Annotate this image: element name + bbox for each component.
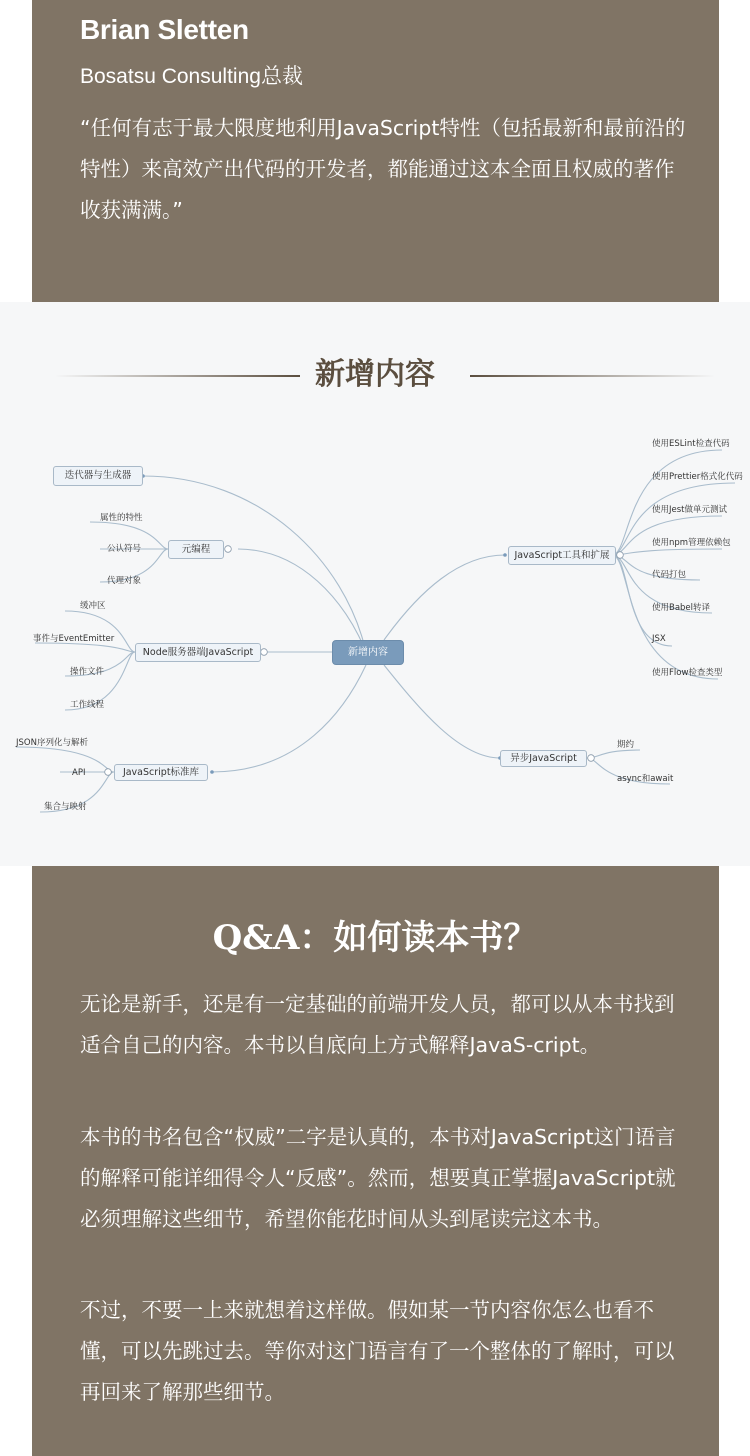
leaf-babel: 使用Babel转译 (652, 603, 711, 613)
qa-title: Q&A：如何读本书？ (212, 918, 538, 958)
mindmap-center-node[interactable]: 新增内容 (332, 640, 404, 665)
testimonial-quote: “任何有志于最大限度地利用JavaScript特性（包括最新和最前沿的特性）来高效产出代码的开发者，都能通过这本全面且权威的著作收获满满。” (80, 116, 686, 222)
leaf-flow: 使用Flow检查类型 (652, 668, 723, 678)
leaf-files: 操作文件 (70, 667, 105, 677)
leaf-promises: 期约 (617, 740, 635, 750)
qa-paragraph-3: 不过，不要一上来就想着这样做。假如某一节内容你怎么也看不懂，可以先跳过去。等你对这门语言有了一个整体的了解时，可以再回来了解那些细节。 (80, 1298, 675, 1404)
leaf-json: JSON序列化与解析 (16, 738, 88, 748)
node-metaprogramming[interactable]: 元编程 (168, 540, 224, 559)
connector-tools (384, 555, 505, 640)
node-iterators[interactable]: 迭代器与生成器 (53, 466, 143, 486)
qa-paragraph-1: 无论是新手，还是有一定基础的前端开发人员，都可以从本书找到适合自己的内容。本书以自底向上方式解释JavaS-cript。 (80, 992, 675, 1057)
leaf-bundling: 代码打包 (652, 570, 687, 580)
leaf-proxy-objects: 代理对象 (107, 576, 142, 586)
leaf-buffers: 缓冲区 (80, 601, 106, 611)
node-standard-library[interactable]: JavaScript标准库 (114, 764, 208, 781)
collapse-toggle-meta (225, 546, 232, 553)
leaf-well-known-symbols: 公认符号 (107, 544, 142, 554)
author-title: Bosatsu Consulting总裁 (80, 65, 303, 88)
leaf-events: 事件与EventEmitter (33, 634, 115, 644)
connector-async (384, 665, 500, 758)
leaf-jest: 使用Jest做单元测试 (652, 505, 727, 515)
collapse-toggle-tools (617, 552, 624, 559)
leaf-worker-threads: 工作线程 (70, 700, 105, 710)
collapse-toggle-async (588, 755, 595, 762)
node-async-javascript[interactable]: 异步JavaScript (500, 750, 587, 767)
leaf-prettier: 使用Prettier格式化代码 (652, 472, 743, 482)
leaf-async-await: async和await (617, 774, 674, 784)
qa-paragraph-2: 本书的书名包含“权威”二字是认真的，本书对JavaScript这门语言的解释可能详细得令人“反感”。然而，想要真正掌握JavaScript就必须理解这些细节，希望你能花时间从头到尾读完这本书。 (80, 1125, 676, 1231)
collapse-toggle-node (261, 649, 268, 656)
leaf-sets-maps: 集合与映射 (44, 802, 87, 812)
leaf-npm: 使用npm管理依赖包 (652, 538, 731, 548)
author-name: Brian Sletten (80, 14, 249, 45)
node-server-javascript[interactable]: Node服务器端JavaScript (135, 643, 261, 662)
connector-iterators (143, 476, 366, 652)
leaf-api: API (72, 768, 86, 778)
leaf-jsx: JSX (652, 634, 666, 644)
leaf-property-attributes: 属性的特性 (100, 513, 143, 523)
leaf-eslint: 使用ESLint检查代码 (652, 439, 730, 449)
collapse-toggle-stdlib (105, 769, 112, 776)
new-content-heading: 新增内容 (315, 357, 435, 392)
connector-stdlib (212, 665, 366, 772)
node-tools-extensions[interactable]: JavaScript工具和扩展 (508, 546, 616, 565)
